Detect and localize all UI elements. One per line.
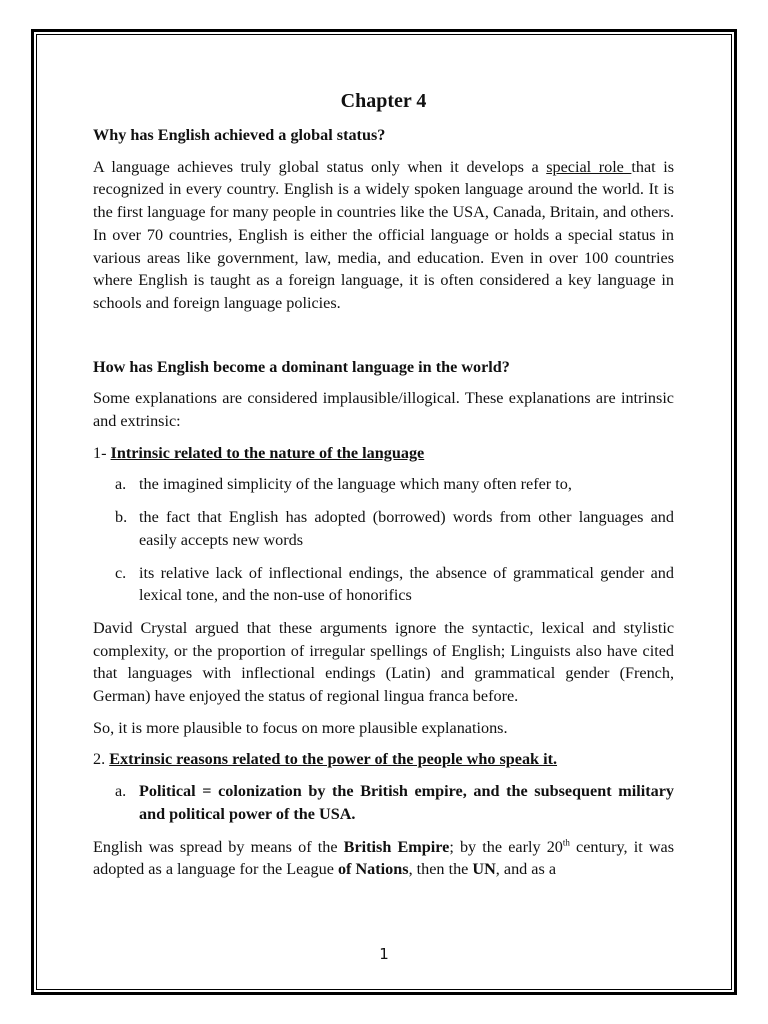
spacer	[93, 324, 674, 356]
section-heading-global-status: Why has English achieved a global status?	[93, 126, 386, 144]
list-text: the imagined simplicity of the language which many often refer to,	[139, 475, 572, 494]
list-letter: c.	[115, 563, 127, 582]
paragraph-text: ; by the early 20	[449, 837, 563, 856]
paragraph-so: So, it is more plausible to focus on more plausible explanations.	[93, 718, 508, 737]
point-number: 2.	[93, 750, 110, 769]
paragraph-text: , then the	[408, 860, 473, 879]
point-number: 1-	[93, 443, 111, 462]
point-title: Intrinsic related to the nature of the language	[110, 443, 425, 462]
paragraph-text: that is recognized in every country. English is a widely spoken language around the world. It is the first language for many people in countries like the USA, Canada, Britain, and others. In over 70 countries, English is either the official language or holds a special status in various areas like government, law, media, and education. Even in over 100 countries where English is taught as a foreign language, it is often considered a key language in schools and foreign language policies.	[93, 157, 675, 312]
list-item	[93, 562, 674, 607]
list-text: its relative lack of inflectional endings, the absence of grammatical gender and lexical tone, and the non-use of honorifics	[139, 563, 674, 605]
paragraph-global-status	[93, 156, 674, 315]
section-heading-dominant-language: How has English become a dominant language in the world?	[93, 357, 510, 376]
list-text: the fact that English has adopted (borrowed) words from other languages and easily accepts new words	[139, 508, 674, 549]
list-item	[93, 473, 674, 496]
paragraph-crystal: David Crystal argued that these arguments ignore the syntactic, lexical and stylistic complexity, or the proportion of irregular spellings of English; Linguists also have cited that languages with inflectional endings (Latin) and grammatical gender (French, German) have enjoyed the status of regional lingua franca before.	[93, 618, 674, 706]
list-item	[93, 506, 674, 551]
point-2-heading	[93, 748, 674, 771]
point-title: Extrinsic reasons related to the power of the people who speak it.	[109, 750, 558, 769]
page-number: 1	[379, 945, 389, 963]
document-body	[93, 88, 674, 890]
bold-term: UN	[472, 860, 496, 879]
superscript: th	[562, 837, 570, 848]
list-text: Political = colonization by the British empire, and the subsequent military and political power of the USA.	[139, 782, 674, 823]
list-letter: a.	[115, 475, 127, 494]
point-1-heading	[93, 442, 674, 465]
paragraph-text: century, it was adopted as a language for the League	[93, 837, 675, 879]
paragraph-british-empire	[93, 836, 674, 881]
list-item	[93, 780, 674, 825]
paragraph-intro: Some explanations are considered implausible/illogical. These explanations are intrinsic and extrinsic:	[93, 389, 674, 431]
paragraph-text: A language achieves truly global status only when it develops a	[93, 157, 547, 176]
list-letter: b.	[115, 508, 128, 527]
bold-term: of Nations	[337, 860, 409, 879]
intrinsic-list	[93, 473, 674, 607]
list-letter: a.	[115, 782, 127, 801]
extrinsic-list	[93, 780, 674, 825]
chapter-title: Chapter 4	[340, 90, 427, 112]
paragraph-text: , and as a	[495, 860, 557, 879]
underlined-phrase: special role	[546, 157, 632, 176]
paragraph-text: English was spread by means of the	[93, 837, 344, 856]
bold-term: British Empire	[343, 837, 450, 856]
